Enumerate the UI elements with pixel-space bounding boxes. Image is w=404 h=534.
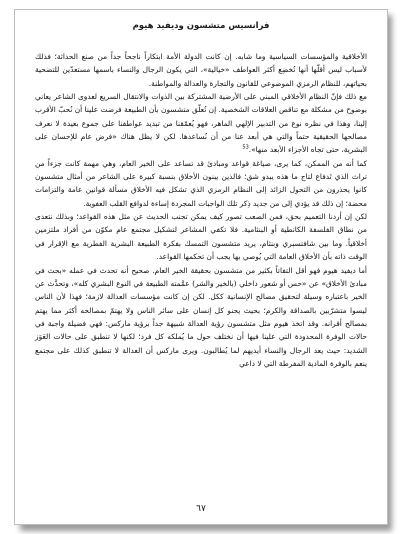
- footnote-ref-53: 53: [242, 144, 249, 151]
- paragraph-2: [35, 90, 367, 157]
- paragraph-5: أما ديفيد هيوم فهو أقل التفاتاً بكثير من متشسون بحقيقة الخير العام. صحيح أنه تحدث في عمله «بحث في مبادئ الأخلاق» عن «حس أو شعور داخلي (بالخير والشر) عمَّمته الطبيعة في النوع البشري كله»، وتحدَّث عن الخير باعتباره وسيلة لتحقيق مصالح الإنسانية ككل. لكن إن كانت مؤسسات العدالة لازمة؛ فهذا لأن الناس ليسوا متشرّبين بالصداقة والكرم؛ بحيث يحنو كل إنسان على سائر الناس ولا يهتمّ بمصالحه أكثر مما يهتم بمصالح أقرانه. وقد اتخذ هيوم مثل متشسون رؤية العدالة شبيهة جداً برؤية ماركس: فهي فضيلة واجبة في حالات الوفرة المحدودة التي علينا فيها أن نختلف حول ما يُملكه كل فرد؛ لكنها لا تنطبق على حالات العَوَز الشديد: حيث يعد الرجال والنساء أيديهم لما يُطالبون. ويرى ماركس أن العدالة لا تنطبق كذلك على مجتمع ينعم بالوفرة المادية المفرطة التي لا داعي: [35, 265, 367, 368]
- paragraph-2-text: مع ذلك فإنّ النظام الأخلاقي المبني على الأرضية المشتركة بين الذوات والانتقال السريع لعدوى الشاعر يعاني بوضوح من مشكلة مع تناقص العلاقات الشخصية. إن تُعلّق متشسون بأن الطبيعة فرضت علينا أن نُحبّ الأقرب إلينا، وهذا في نظره نوع من التدبير الإلهي الماهر، فهو يُعمّقنا من تبديد عواطفنا على جموع بعيدة لا نعرف مصالحها الحقيقية حتماً والتي هي أبعد عنا من أن نُساعدها. لكن لا يظل هناك «فرض عام للإحسان على البشرية، حتى تجاه الأجزاء الأبعد منها».: [35, 92, 367, 155]
- paragraph-1: الأخلاقية والمؤسسات السياسية وما شابه. إن كانت الدولة الأمة ابتكاراً ناجحاً جداً من صنع الحداثة؛ فذلك لأسباب ليس أقلّها أنها تُخضِع أكثر العواطف «خيالية»، التي يكون الرجال والنساء باسمها مستعدّين للتضحية بحياتهم، للنظام الرمزي الموضوعي للقانون والتجارة والعدالة والمواطنة.: [35, 52, 367, 88]
- book-page: [14, 9, 388, 525]
- paragraph-4: لكن إن أردنا التعميم بحق، فمن الصعب تصور كيف يمكن تجنب الحديث عن مثل هذه القواعد؛ وبذلك نتعدى من نطاق الفلسفة الكانطية أو البنثامية. فلا تكفي المشاعر لتشكيل مجتمع عام مكوّن من أفراد ملتزمين أخلاقياً. وما بين شافتسبري وبنثام، يريد متشسون التمسك بفكرة الطبيعة البشرية الفطرية مع الإقرار في الوقت ذاته بأن الأخلاق العامة التي يُوصي بها يجب أن تحكمها القواعد.: [35, 212, 367, 262]
- page-number: ٦٧: [196, 504, 206, 514]
- paragraph-3: كما أنه من الممكن، كما يرى، صياغة قواعد ومبادئ قد تساعد على الخير العام، وهي مهمة كانت جزءاً من تراث الذي تَدفاع لتاج ما هذه يبدو شق؛ فالذين يبنون الأخلاق بنسبة كبيرة على الشاعر من أمثال متشسون كانوا يحذرون من التحول الزائد إلى النظام الرمزي الذي تشكل فيه الأخلاق مسألة قوانين عامة والتزامات محضة؛ إن ذلك قد يؤدي إلى من جديد ذِكر تلك الواجبات المجردة إساءة لدوافع القلب العفوية.: [35, 158, 367, 208]
- running-header: فرانسيس متشسون وديفيد هيوم: [132, 21, 270, 31]
- page-body: [35, 50, 367, 370]
